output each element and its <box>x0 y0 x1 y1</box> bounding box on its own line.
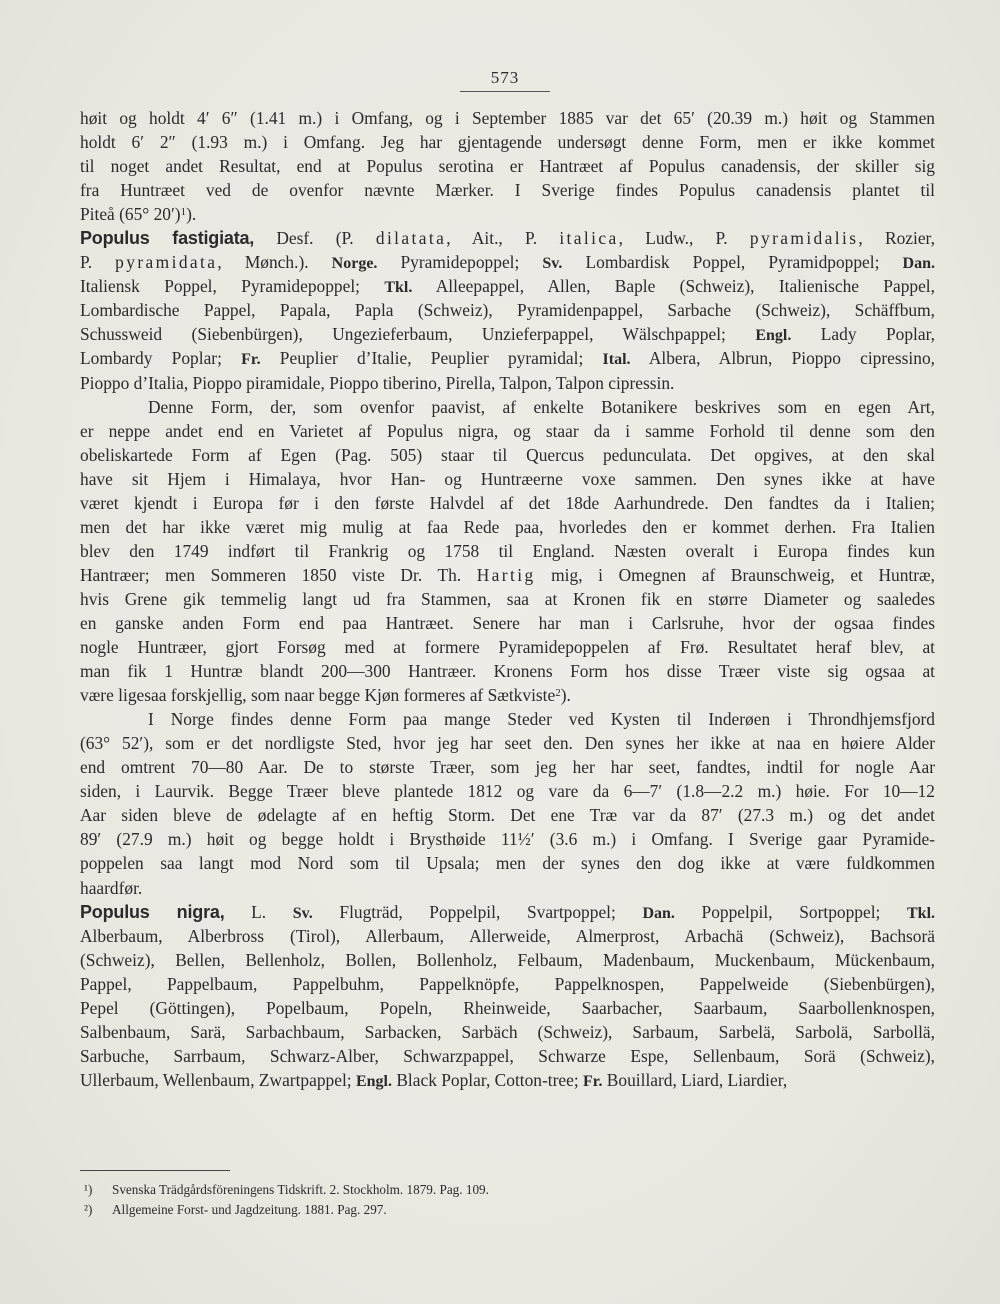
text-run: Lombardische Pappel, Papala, Papla (Schweiz), Pyramidenpappel, Sarbache (Schweiz), Schäffbum, <box>80 300 935 321</box>
text-line <box>80 371 935 395</box>
text-run: Bouillard, Liard, Liardier, <box>602 1069 788 1090</box>
language-label: Norge. <box>331 255 378 273</box>
text-run: Poppelpil, Sortpoppel; <box>674 901 907 922</box>
text-line <box>80 1020 935 1044</box>
text-line <box>80 659 935 683</box>
text-line <box>80 419 935 443</box>
text-run: Italiensk Poppel, Pyramidepoppel; <box>80 276 385 297</box>
text-run: Aar siden bleve de ødelagte af en heftig Storm. Det ene Træ var da 87′ (27.3 m.) og det andet <box>80 805 935 826</box>
footnote-marker: ¹) <box>84 1182 93 1197</box>
text-line <box>80 611 935 635</box>
spaced-name: Hartig <box>476 564 536 585</box>
text-run: Ullerbaum, Wellenbaum, Zwartpappel; <box>80 1069 356 1090</box>
text-line <box>80 178 935 202</box>
text-run: Lady Poplar, <box>791 324 936 345</box>
text-run: , Rozier, <box>858 228 935 249</box>
footnote <box>84 1180 884 1200</box>
text-run: været kjendt i Europa før i den første Halvdel af det 18de Aarhundrede. Den fandtes da i Italien; <box>80 492 935 513</box>
text-line <box>80 515 935 539</box>
text-run: have sit Hjem i Himalaya, hvor Han- og Huntræerne voxe sammen. Den synes ikke at have <box>80 468 935 489</box>
text-run: Pepel (Göttingen), Popelbaum, Popeln, Rheinweide, Saarbacher, Saarbaum, Saarbollenknospen, <box>80 997 935 1018</box>
text-run: obeliskartede Form af Egen (Pag. 505) staar til Quercus pedunculata. Det opgives, at den skal <box>80 444 935 465</box>
text-run: , Mønch.). <box>217 252 332 273</box>
text-line <box>80 851 935 875</box>
text-run: (63° 52′), som er det nordligste Sted, hvor jeg har seet den. Den synes her ikke at naa en høiere Alder <box>80 733 935 754</box>
text-line <box>80 322 935 346</box>
text-run: Schussweid (Siebenbürgen), Ungezieferbaum, Unzieferpappel, Wälschpappel; <box>80 324 756 345</box>
text-line <box>80 876 935 900</box>
text-run: 89′ (27.9 m.) høit og begge holdt i Brysthøide 11½′ (3.6 m.) i Omfang. I Sverige gaar Pyramide- <box>80 829 935 850</box>
footnote-text: Svenska Trädgårdsföreningens Tidskrift. 2. Stockholm. 1879. Pag. 109. <box>112 1182 489 1197</box>
text-line <box>80 395 935 419</box>
text-run: Pioppo d’Italia, Pioppo piramidale, Pioppo tiberino, Pirella, Talpon, Talpon cipressin. <box>80 372 675 393</box>
text-line <box>80 298 935 322</box>
text-line <box>80 467 935 491</box>
text-run: til noget andet Resultat, end at Populus serotina er Hantræet af Populus canadensis, der skiller sig <box>80 156 935 177</box>
text-run: nogle Huntræer, gjort Forsøg med at formere Pyramidepoppelen af Frø. Resultatet heraf blev, at <box>80 637 935 658</box>
text-line <box>80 683 935 707</box>
text-line <box>80 202 935 226</box>
language-label: Sv. <box>292 904 313 922</box>
text-line <box>80 154 935 178</box>
text-line <box>80 274 935 298</box>
text-run: fra Huntræet ved de ovenfor nævnte Mærker. I Sverige findes Populus canadensis plantet til <box>80 180 935 201</box>
text-line <box>80 731 935 755</box>
text-line <box>80 948 935 972</box>
species-heading: Populus nigra, <box>80 901 225 922</box>
text-run: mig, i Omegnen af Braunschweig, et Huntræ, <box>535 564 935 585</box>
text-run: Lombardisk Poppel, Pyramidpoppel; <box>562 252 903 273</box>
text-line <box>80 346 935 370</box>
language-label: Ital. <box>602 351 631 369</box>
text-line <box>80 803 935 827</box>
text-run: Piteå (65° 20′) <box>80 204 181 225</box>
text-run: en ganske anden Form end paa Hantræet. Senere har man i Carlsruhe, hvor der ogsaa findes <box>80 612 935 633</box>
text-line <box>80 106 935 130</box>
text-run: holdt 6′ 2″ (1.93 m.) i Omfang. Jeg har gjentagende undersøgt denne Form, men er ikke kommet <box>80 132 935 153</box>
text-run: , Ludw., P. <box>618 228 750 249</box>
spaced-name: italica <box>559 228 619 249</box>
footnote-ref: 1 <box>180 206 187 219</box>
text-run: Black Poplar, Cotton-tree; <box>391 1069 584 1090</box>
text-run: Desf. (P. <box>254 228 376 249</box>
text-run: man fik 1 Huntræ blandt 200—300 Hantræer. Kronens Form hos disse Træer viste sig ogsaa at <box>80 661 935 682</box>
text-line <box>80 563 935 587</box>
text-run: L. <box>224 901 293 922</box>
text-line <box>80 130 935 154</box>
language-label: Engl. <box>755 327 792 345</box>
footnotes <box>84 1180 884 1220</box>
text-run: I Norge findes denne Form paa mange Steder ved Kysten til Inderøen i Throndhjemsfjord <box>148 709 935 730</box>
language-label: Dan. <box>642 904 675 922</box>
text-run: ). <box>186 204 197 225</box>
footnote-ref: 2 <box>555 687 561 700</box>
text-run: haardfør. <box>80 877 143 898</box>
text-run: Sarbuche, Sarrbaum, Schwarz-Alber, Schwarzpappel, Schwarze Espe, Sellenbaum, Sorä (Schweiz), <box>80 1045 935 1066</box>
footnote-text: Allgemeine Forst- und Jagdzeitung. 1881. Pag. 297. <box>112 1202 387 1217</box>
text-run: Denne Form, der, som ovenfor paavist, af enkelte Botanikere beskrives som en egen Art, <box>148 396 935 417</box>
text-line <box>80 1044 935 1068</box>
text-run: Salbenbaum, Sarä, Sarbachbaum, Sarbacken, Sarbäch (Schweiz), Sarbaum, Sarbelä, Sarbolä, Sarbollä, <box>80 1021 935 1042</box>
text-run: høit og holdt 4′ 6″ (1.41 m.) i Omfang, og i September 1885 var det 65′ (20.39 m.) høit og Stammen <box>80 108 935 128</box>
language-label: Fr. <box>583 1072 603 1090</box>
text-run: Albera, Albrun, Pioppo cipressino, <box>630 348 935 369</box>
text-line <box>80 587 935 611</box>
language-label: Tkl. <box>384 279 413 297</box>
text-line <box>80 491 935 515</box>
text-line <box>80 1068 935 1092</box>
text-line <box>80 972 935 996</box>
text-run: Hantræer; men Sommeren 1850 viste Dr. Th. <box>80 564 477 585</box>
language-label: Tkl. <box>907 904 936 922</box>
spaced-name: pyramidalis <box>749 228 859 249</box>
language-label: Sv. <box>542 255 563 273</box>
text-run: , Ait., P. <box>446 228 560 249</box>
text-line <box>80 707 935 731</box>
text-run: Alberbaum, Alberbross (Tirol), Allerbaum, Allerweide, Almerprost, Arbachä (Schweiz), Bachsorä <box>80 925 935 946</box>
text-run: men det har ikke været mig mulig at faa Rede paa, hvorledes den er kommet derhen. Fra Italien <box>80 516 935 537</box>
text-run: poppelen saa langt mod Nord som til Upsala; men der synes den dog ikke at være fuldkommen <box>80 853 935 874</box>
text-run: Flugträd, Poppelpil, Svartpoppel; <box>312 901 643 922</box>
language-label: Fr. <box>241 351 261 369</box>
text-run: Pyramidepoppel; <box>377 252 543 273</box>
page-number: 573 <box>460 68 550 92</box>
text-run: være ligesaa forskjellig, som naar begge Kjøn formeres af Sætkviste <box>80 685 556 706</box>
footnote-rule <box>80 1170 230 1171</box>
text-run: Alleepappel, Allen, Baple (Schweiz), Italienische Pappel, <box>412 276 935 297</box>
text-line <box>80 900 935 924</box>
text-line <box>80 443 935 467</box>
text-run: Peuplier d’Italie, Peuplier pyramidal; <box>260 348 603 369</box>
language-label: Dan. <box>902 255 935 273</box>
text-line <box>80 827 935 851</box>
text-line <box>80 996 935 1020</box>
text-run: blev den 1749 indført til Frankrig og 1758 til England. Næsten overalt i Europa findes kun <box>80 540 935 561</box>
text-line <box>80 755 935 779</box>
text-run: siden, i Laurvik. Begge Træer bleve plantede 1812 og vare da 6—7′ (1.8—2.2 m.) høie. For 10—12 <box>80 781 935 802</box>
species-heading: Populus fastigiata, <box>80 228 255 249</box>
footnote <box>84 1200 884 1220</box>
text-run: er neppe andet end en Varietet af Populus nigra, og staar da i samme Forhold til denne som den <box>80 420 935 441</box>
text-run: Pappel, Pappelbaum, Pappelbuhm, Pappelknöpfe, Pappelknospen, Pappelweide (Siebenbürgen), <box>80 973 935 994</box>
text-run: P. <box>80 252 116 273</box>
language-label: Engl. <box>355 1072 392 1090</box>
text-line <box>80 924 935 948</box>
body-text <box>80 106 935 1092</box>
text-line <box>80 250 935 274</box>
text-run: Lombardy Poplar; <box>80 348 242 369</box>
text-run: end omtrent 70—80 Aar. De to største Træer, som jeg her har seet, fandtes, indtil for nogle Aar <box>80 757 935 778</box>
text-line <box>80 635 935 659</box>
text-line <box>80 539 935 563</box>
text-line <box>80 779 935 803</box>
text-run: ). <box>560 685 571 706</box>
text-run: hvis Grene gik temmelig langt ud fra Stammen, saa at Kronen fik en større Diameter og saaledes <box>80 588 935 609</box>
spaced-name: pyramidata <box>115 252 218 273</box>
text-run: (Schweiz), Bellen, Bellenholz, Bollen, Bollenholz, Felbaum, Madenbaum, Muckenbaum, Mückenbaum, <box>80 949 935 970</box>
spaced-name: dilatata <box>375 228 447 249</box>
footnote-marker: ²) <box>84 1202 93 1217</box>
text-line <box>80 226 935 250</box>
